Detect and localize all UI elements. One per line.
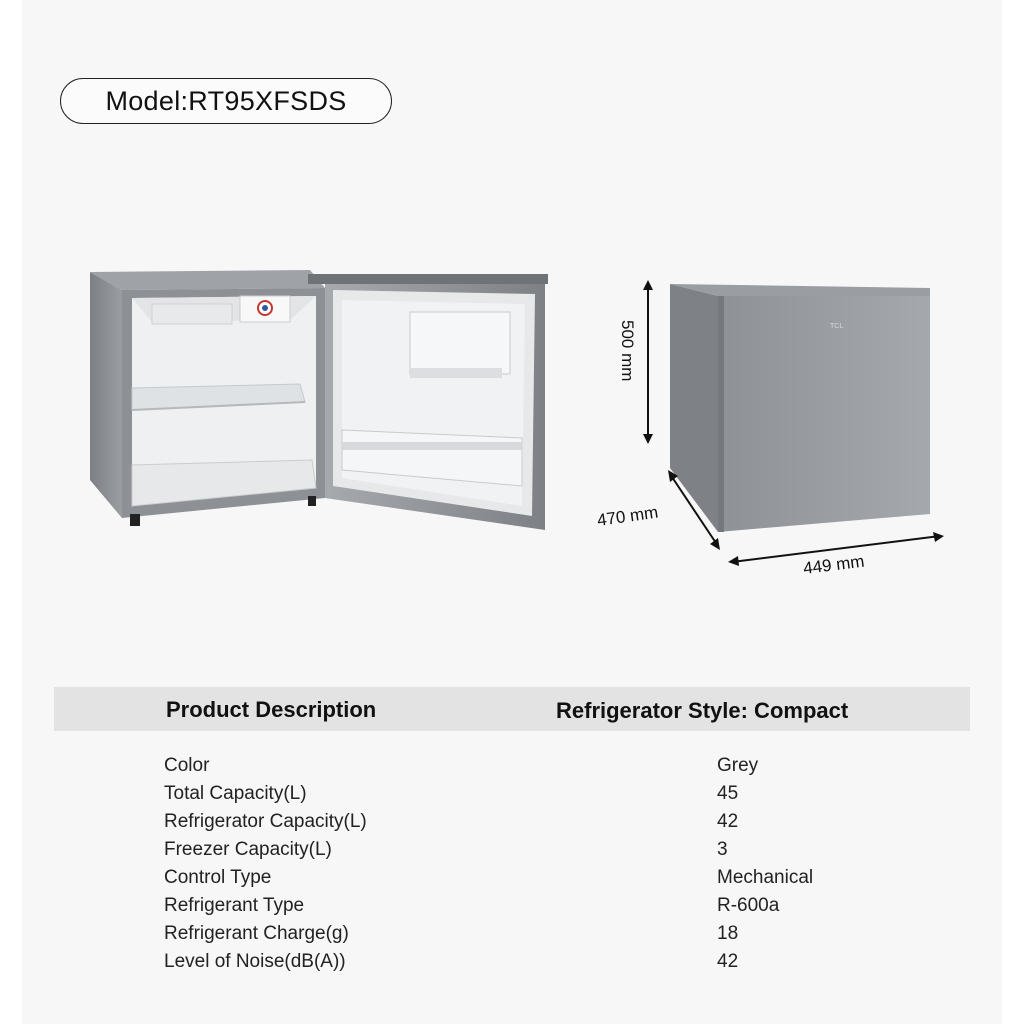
spec-row bbox=[164, 892, 864, 920]
spec-value: Mechanical bbox=[717, 867, 814, 888]
spec-value: 42 bbox=[717, 951, 739, 972]
model-badge bbox=[60, 78, 392, 124]
spec-label: Freezer Capacity(L) bbox=[164, 839, 332, 860]
spec-label: Level of Noise(dB(A)) bbox=[164, 951, 346, 972]
spec-value: Grey bbox=[717, 755, 759, 776]
spec-row bbox=[164, 780, 864, 808]
spec-row bbox=[164, 752, 864, 780]
width-label: 449 mm bbox=[802, 551, 866, 578]
model-label: Model:RT95XFSDS bbox=[105, 85, 347, 116]
description-heading: Product Description bbox=[166, 697, 377, 722]
dimension-diagram bbox=[590, 270, 970, 590]
style-heading: Refrigerator Style: Compact bbox=[556, 698, 849, 723]
spec-row bbox=[164, 808, 864, 836]
spec-value: R-600a bbox=[717, 895, 780, 916]
depth-label: 470 mm bbox=[595, 502, 660, 530]
height-label: 500 mm bbox=[618, 320, 637, 382]
spec-label: Refrigerator Capacity(L) bbox=[164, 811, 367, 832]
spec-label: Total Capacity(L) bbox=[164, 783, 307, 804]
spec-row bbox=[164, 864, 864, 892]
spec-value: 42 bbox=[717, 811, 739, 832]
spec-table bbox=[164, 752, 864, 976]
open-fridge-image bbox=[80, 260, 560, 540]
spec-label: Refrigerant Type bbox=[164, 895, 305, 916]
brand-logo: TCL bbox=[830, 323, 844, 330]
spec-row bbox=[164, 920, 864, 948]
spec-row bbox=[164, 948, 864, 976]
spec-label: Refrigerant Charge(g) bbox=[164, 923, 349, 944]
spec-value: 18 bbox=[717, 923, 739, 944]
spec-value: 3 bbox=[717, 839, 728, 860]
spec-row bbox=[164, 836, 864, 864]
spec-label: Control Type bbox=[164, 867, 272, 888]
spec-value: 45 bbox=[717, 783, 739, 804]
spec-label: Color bbox=[164, 755, 210, 776]
